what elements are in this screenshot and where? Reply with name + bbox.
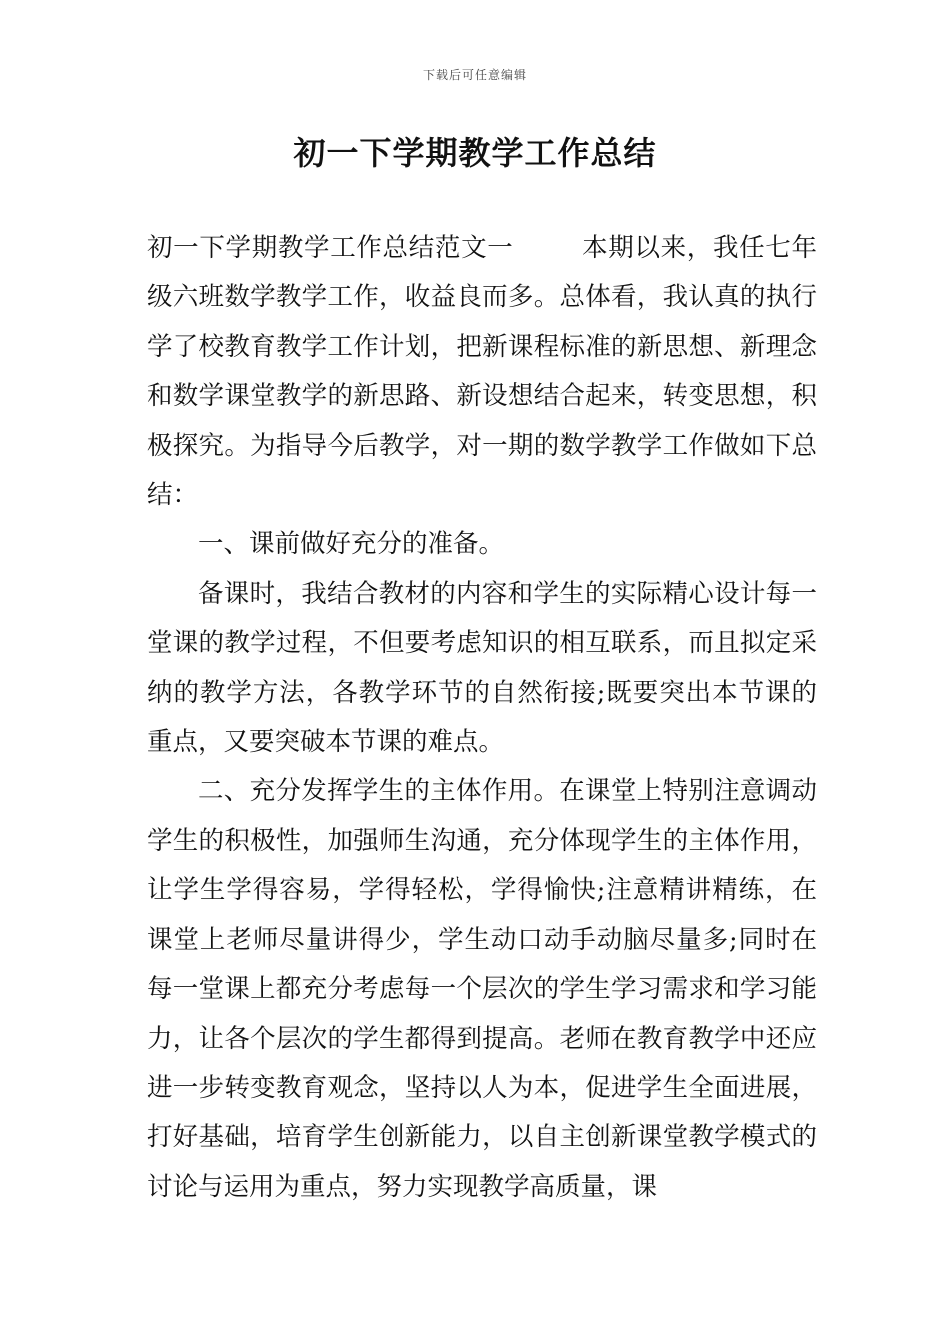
paragraph-lesson-preparation: 备课时，我结合教材的内容和学生的实际精心设计每一堂课的教学过程，不但要考虑知识的相互联系，而且拟定采纳的教学方法，各教学环节的自然衔接;既要突出本节课的重点，又要突破本节课的难点。 — [147, 578, 817, 758]
intro-text: 本期以来，我任七年级六班数学教学工作，收益良而多。总体看，我认真的执行学了校教育教学工作计划，把新课程标准的新思想、新理念和数学课堂教学的新思路、新设想结合起来，转变思想，积极探究。为指导今后教学，对一期的数学教学工作做如下总结： — [147, 233, 817, 511]
document-body — [147, 224, 817, 1212]
intro-label: 初一下学期教学工作总结范文一 — [147, 233, 514, 263]
intro-paragraph — [147, 224, 817, 520]
paragraph-section-one-heading: 一、课前做好充分的准备。 — [198, 529, 505, 560]
paragraph-section-two: 二、充分发挥学生的主体作用。在课堂上特别注意调动学生的积极性，加强师生沟通，充分体现学生的主体作用，让学生学得容易，学得轻松，学得愉快;注意精讲精练，在课堂上老师尽量讲得少，学生动口动手动脑尽量多;同时在每一堂课上都充分考虑每一个层次的学生学习需求和学习能力，让各个层次的学生都得到提高。老师在教育教学中还应进一步转变教育观念，坚持以人为本，促进学生全面进展，打好基础，培育学生创新能力，以自主创新课堂教学模式的讨论与运用为重点，努力实现教学高质量，课 — [147, 776, 817, 1202]
header-note: 下载后可任意编辑 — [422, 68, 527, 82]
document-title: 初一下学期教学工作总结 — [293, 134, 657, 172]
